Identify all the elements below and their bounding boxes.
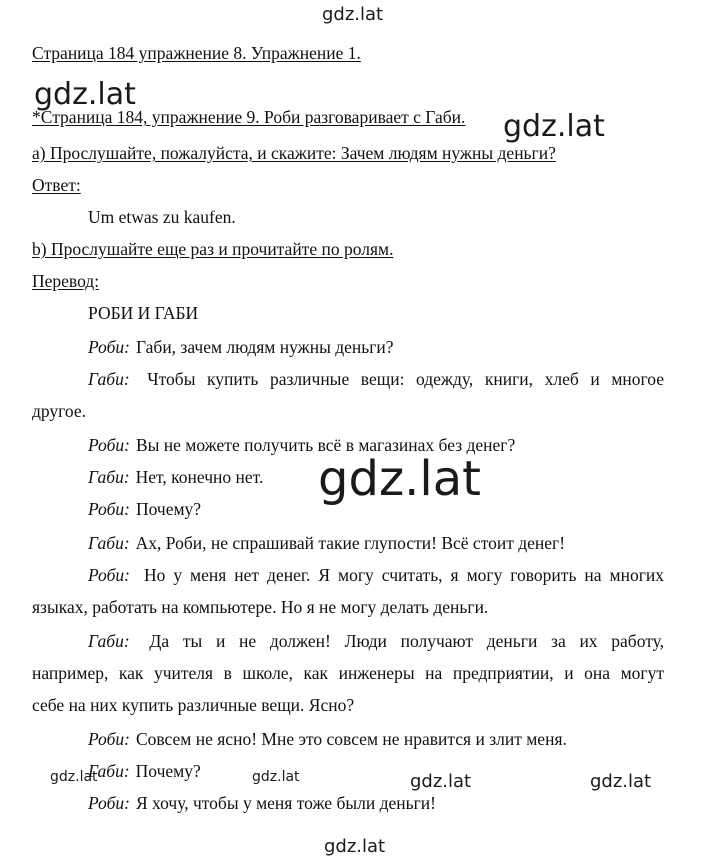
- watermark-bottom-4: gdz.lat: [590, 771, 652, 792]
- dialog-line-1: [88, 336, 394, 358]
- dialog-line-11: [88, 792, 436, 814]
- replica: Но у меня нет денег. Я могу считать, я могу говорить на многих: [143, 565, 664, 585]
- task-a: a) Прослушайте, пожалуйста, и скажите: Зачем людям нужны деньги?: [32, 143, 556, 163]
- replica: Я хочу, чтобы у меня тоже были деньги!: [135, 793, 436, 813]
- replica: Ах, Роби, не спрашивай такие глупости! Всё стоит денег!: [135, 533, 566, 553]
- speaker: Габи:: [88, 761, 130, 781]
- task-b: b) Прослушайте еще раз и прочитайте по ролям.: [32, 239, 394, 259]
- replica: Да ты и не должен! Люди получают деньги за их работу,: [149, 631, 665, 651]
- speaker: Роби:: [88, 337, 130, 357]
- speaker: Габи:: [88, 369, 130, 389]
- replica: Почему?: [135, 499, 202, 519]
- translation-label: Перевод:: [32, 271, 100, 291]
- speaker: Роби:: [88, 435, 130, 455]
- dialog-line-8-cont2: себе на них купить различные вещи. Ясно?: [32, 695, 355, 715]
- replica: Чтобы купить различные вещи: одежду, книги, хлеб и многое: [147, 369, 664, 389]
- speaker: Габи:: [88, 631, 130, 651]
- dialog-line-10: [88, 760, 201, 782]
- page-header-2: *Страница 184, упражнение 9. Роби разговаривает с Габи.: [32, 107, 466, 127]
- replica: Габи, зачем людям нужны деньги?: [135, 337, 394, 357]
- watermark-center: gdz.lat: [318, 451, 481, 507]
- dialog-line-5: [88, 498, 201, 520]
- speaker: Роби:: [88, 729, 130, 749]
- replica: Почему?: [135, 761, 201, 781]
- dialog-line-9: [88, 728, 567, 750]
- answer-label: Ответ:: [32, 175, 81, 195]
- dialog-line-2: [88, 368, 664, 390]
- speaker: Роби:: [88, 565, 130, 585]
- dialog-line-6: [88, 532, 565, 554]
- dialog-line-2-cont: другое.: [32, 401, 87, 421]
- dialog-title: РОБИ И ГАБИ: [88, 303, 199, 323]
- speaker: Роби:: [88, 499, 130, 519]
- watermark-bottom-2: gdz.lat: [252, 769, 300, 785]
- watermark-left: gdz.lat: [34, 77, 136, 112]
- speaker: Роби:: [88, 793, 130, 813]
- dialog-line-7: [88, 564, 664, 586]
- speaker: Габи:: [88, 533, 130, 553]
- watermark-right: gdz.lat: [503, 109, 605, 144]
- dialog-line-8: [88, 630, 664, 652]
- dialog-line-7-cont: языках, работать на компьютере. Но я не могу делать деньги.: [32, 597, 489, 617]
- watermark-footer: gdz.lat: [324, 836, 386, 857]
- watermark-bottom-3: gdz.lat: [410, 771, 472, 792]
- replica: Нет, конечно нет.: [135, 467, 264, 487]
- dialog-line-4: [88, 466, 263, 488]
- page-header-1: Страница 184 упражнение 8. Упражнение 1.: [32, 43, 361, 63]
- answer-text: Um etwas zu kaufen.: [88, 207, 236, 227]
- watermark-bottom-1: gdz.lat: [50, 769, 98, 785]
- speaker: Габи:: [88, 467, 130, 487]
- replica: Вы не можете получить всё в магазинах без денег?: [135, 435, 516, 455]
- watermark-top: gdz.lat: [322, 4, 384, 25]
- dialog-line-8-cont: например, как учителя в школе, как инженеры на предприятии, и она могут: [32, 663, 664, 683]
- dialog-line-3: [88, 434, 515, 456]
- replica: Совсем не ясно! Мне это совсем не нравится и злит меня.: [135, 729, 567, 749]
